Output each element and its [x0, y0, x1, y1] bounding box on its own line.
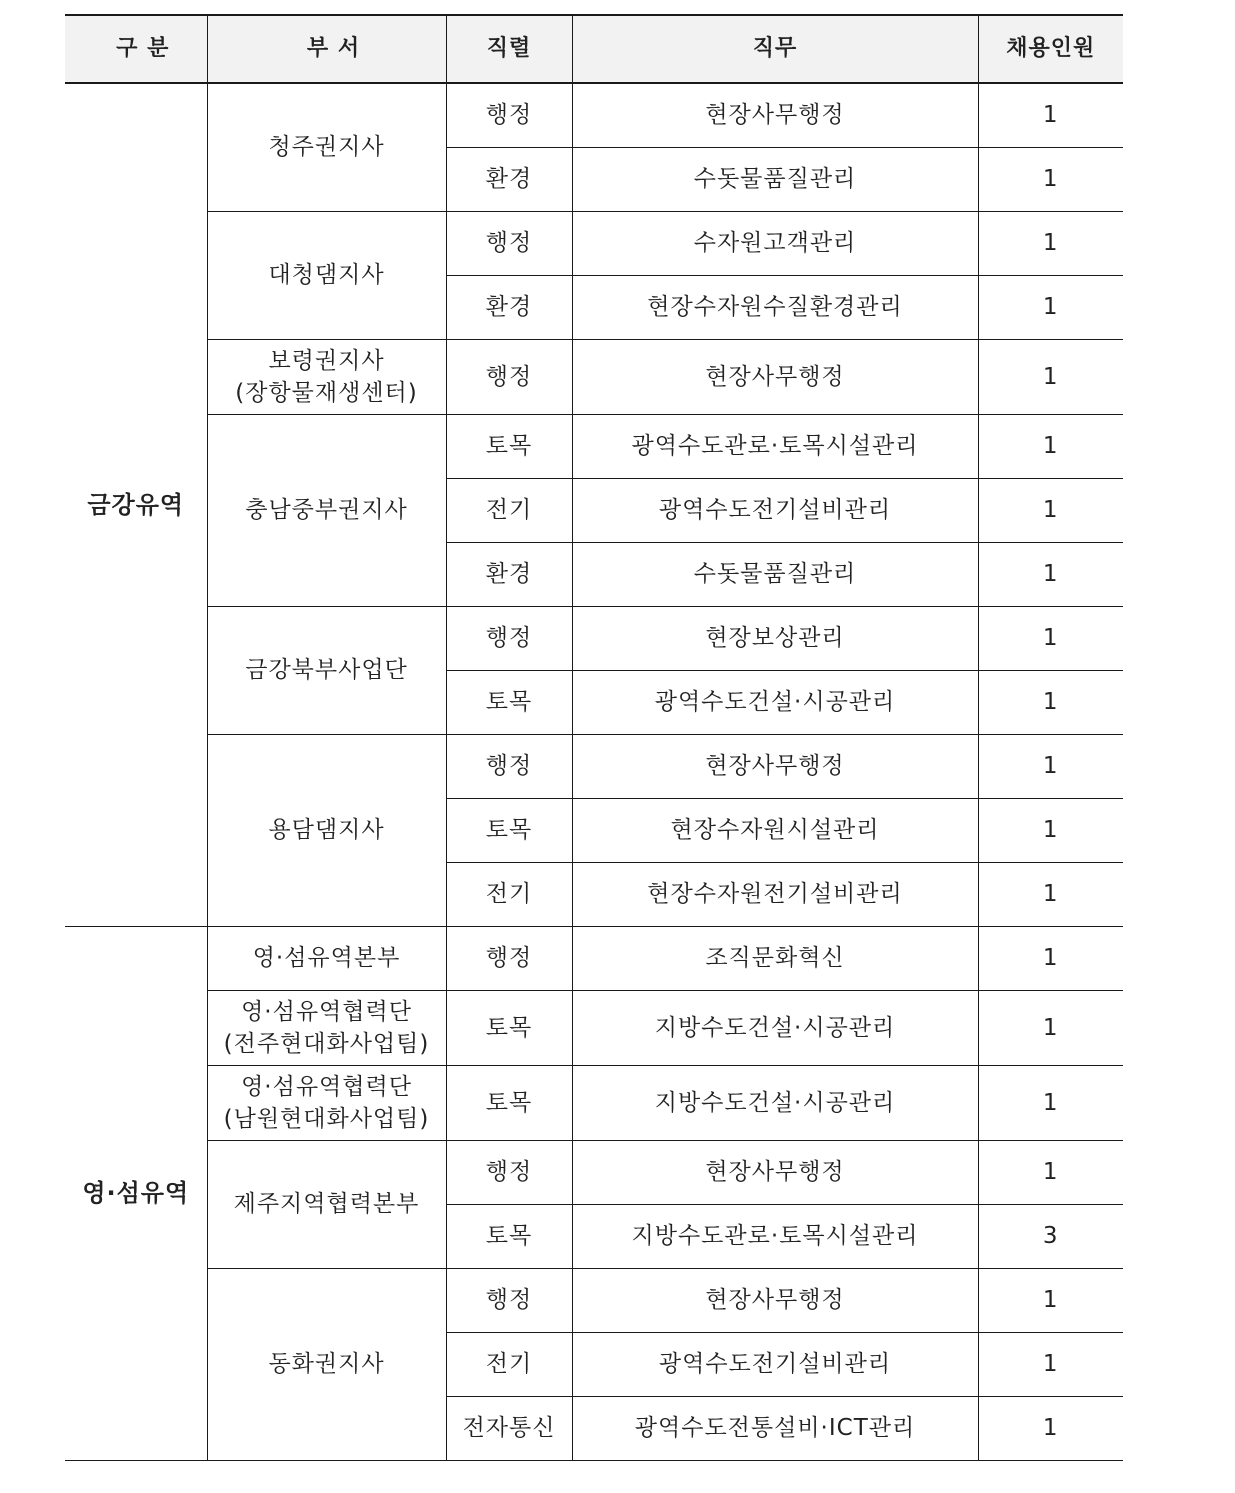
series-cell: 행정 — [446, 1268, 572, 1332]
count-cell: 1 — [978, 1332, 1123, 1396]
duty-cell: 광역수도건설·시공관리 — [572, 670, 978, 734]
series-cell: 토목 — [446, 670, 572, 734]
series-cell: 행정 — [446, 83, 572, 147]
series-cell: 전기 — [446, 862, 572, 926]
department-name: 충남중부권지사 — [245, 497, 408, 523]
duty-cell: 지방수도관로·토목시설관리 — [572, 1204, 978, 1268]
table-row — [65, 990, 1123, 1065]
department-cell — [207, 83, 446, 211]
department-name: 영·섬유역본부 — [252, 945, 401, 971]
series-cell: 행정 — [446, 734, 572, 798]
department-name: 금강북부사업단 — [245, 657, 408, 683]
duty-cell: 수돗물품질관리 — [572, 542, 978, 606]
series-cell: 행정 — [446, 339, 572, 414]
duty-cell: 현장사무행정 — [572, 83, 978, 147]
duty-cell: 지방수도건설·시공관리 — [572, 1065, 978, 1140]
count-cell: 1 — [978, 542, 1123, 606]
count-cell: 1 — [978, 478, 1123, 542]
department-subname: (장항물재생센터) — [235, 379, 418, 406]
duty-cell: 지방수도건설·시공관리 — [572, 990, 978, 1065]
department-name: 용담댐지사 — [268, 817, 385, 843]
count-cell: 3 — [978, 1204, 1123, 1268]
header-duty: 직무 — [572, 15, 978, 83]
duty-cell: 현장사무행정 — [572, 1268, 978, 1332]
count-cell: 1 — [978, 83, 1123, 147]
table-row — [65, 734, 1123, 798]
duty-cell: 수자원고객관리 — [572, 211, 978, 275]
department-cell — [207, 1140, 446, 1268]
duty-cell: 현장사무행정 — [572, 1140, 978, 1204]
department-cell — [207, 990, 446, 1065]
duty-cell: 현장보상관리 — [572, 606, 978, 670]
count-cell: 1 — [978, 734, 1123, 798]
table-row — [65, 414, 1123, 478]
count-cell: 1 — [978, 147, 1123, 211]
count-cell: 1 — [978, 670, 1123, 734]
header-series: 직렬 — [446, 15, 572, 83]
table-row — [65, 339, 1123, 414]
duty-cell: 광역수도전통설비·ICT관리 — [572, 1396, 978, 1460]
count-cell: 1 — [978, 862, 1123, 926]
region-cell: 금강유역 — [65, 83, 207, 926]
series-cell: 토목 — [446, 798, 572, 862]
department-subname: (남원현대화사업팀) — [223, 1105, 430, 1132]
department-cell — [207, 1065, 446, 1140]
department-cell — [207, 211, 446, 339]
table-row — [65, 211, 1123, 275]
series-cell: 토목 — [446, 1204, 572, 1268]
table-row — [65, 606, 1123, 670]
region-cell: 영·섬유역 — [65, 926, 207, 1460]
series-cell: 환경 — [446, 542, 572, 606]
department-name: 보령권지사 — [268, 347, 385, 374]
department-cell — [207, 339, 446, 414]
count-cell: 1 — [978, 1065, 1123, 1140]
duty-cell: 현장수자원시설관리 — [572, 798, 978, 862]
count-cell: 1 — [978, 1268, 1123, 1332]
duty-cell: 현장사무행정 — [572, 734, 978, 798]
department-cell — [207, 606, 446, 734]
series-cell: 전기 — [446, 1332, 572, 1396]
count-cell: 1 — [978, 211, 1123, 275]
duty-cell: 현장수자원전기설비관리 — [572, 862, 978, 926]
duty-cell: 광역수도전기설비관리 — [572, 1332, 978, 1396]
series-cell: 행정 — [446, 1140, 572, 1204]
department-cell — [207, 734, 446, 926]
series-cell: 전기 — [446, 478, 572, 542]
duty-cell: 수돗물품질관리 — [572, 147, 978, 211]
header-row — [65, 15, 1123, 83]
series-cell: 환경 — [446, 275, 572, 339]
table-row — [65, 1065, 1123, 1140]
department-subname: (전주현대화사업팀) — [223, 1030, 430, 1057]
department-name: 동화권지사 — [268, 1351, 385, 1377]
series-cell: 행정 — [446, 211, 572, 275]
count-cell: 1 — [978, 275, 1123, 339]
recruitment-table — [65, 14, 1123, 1461]
duty-cell: 광역수도전기설비관리 — [572, 478, 978, 542]
series-cell: 토목 — [446, 1065, 572, 1140]
department-name: 제주지역협력본부 — [233, 1191, 420, 1217]
series-cell: 환경 — [446, 147, 572, 211]
department-name: 영·섬유역협력단 — [241, 998, 412, 1025]
department-cell — [207, 1268, 446, 1460]
department-name: 청주권지사 — [268, 134, 385, 161]
series-cell: 전자통신 — [446, 1396, 572, 1460]
duty-cell: 광역수도관로·토목시설관리 — [572, 414, 978, 478]
count-cell: 1 — [978, 798, 1123, 862]
department-name: 영·섬유역협력단 — [241, 1073, 412, 1100]
table-row — [65, 83, 1123, 147]
table-body — [65, 83, 1123, 1460]
header-department: 부 서 — [207, 15, 446, 83]
count-cell: 1 — [978, 606, 1123, 670]
duty-cell: 현장수자원수질환경관리 — [572, 275, 978, 339]
department-cell — [207, 414, 446, 606]
table-row — [65, 1268, 1123, 1332]
series-cell: 행정 — [446, 606, 572, 670]
count-cell: 1 — [978, 414, 1123, 478]
duty-cell: 조직문화혁신 — [572, 926, 978, 990]
series-cell: 행정 — [446, 926, 572, 990]
count-cell: 1 — [978, 339, 1123, 414]
count-cell: 1 — [978, 926, 1123, 990]
duty-cell: 현장사무행정 — [572, 339, 978, 414]
series-cell: 토목 — [446, 414, 572, 478]
series-cell: 토목 — [446, 990, 572, 1065]
header-category: 구 분 — [65, 15, 207, 83]
count-cell: 1 — [978, 1396, 1123, 1460]
count-cell: 1 — [978, 1140, 1123, 1204]
count-cell: 1 — [978, 990, 1123, 1065]
department-name: 대청댐지사 — [268, 262, 385, 288]
department-cell — [207, 926, 446, 990]
header-count: 채용인원 — [978, 15, 1123, 83]
table-row — [65, 926, 1123, 990]
table-row — [65, 1140, 1123, 1204]
